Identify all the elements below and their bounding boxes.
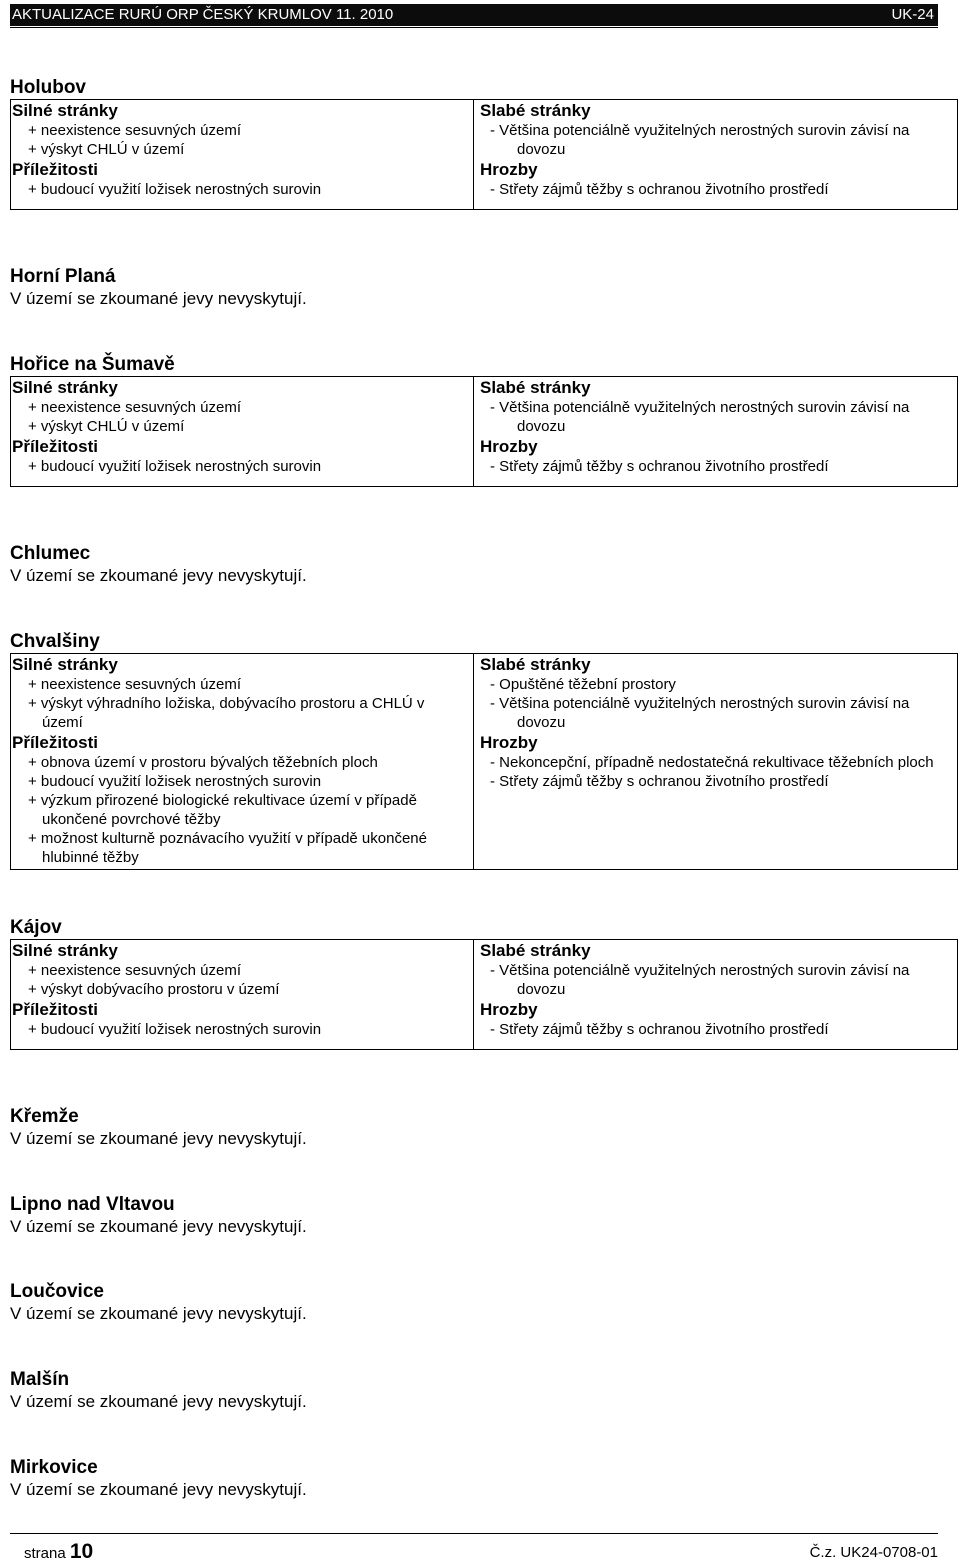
section-chvalsiny	[10, 631, 958, 870]
list-item: + neexistence sesuvných území	[28, 122, 242, 139]
header-title: AKTUALIZACE RURÚ ORP ČESKÝ KRUMLOV 11. 2010	[12, 6, 394, 23]
weaknesses-heading: Slabé stránky	[480, 941, 591, 960]
section-title: Malšín	[10, 1369, 70, 1390]
page-number	[24, 1540, 93, 1564]
swot-table	[10, 939, 958, 1050]
list-item: + neexistence sesuvných území	[28, 676, 242, 693]
list-item: - Většina potenciálně využitelných nerostných surovin závisí na dovozu	[490, 962, 910, 998]
opportunities-heading: Příležitosti	[12, 160, 98, 179]
list-item: + budoucí využití ložisek nerostných surovin	[28, 458, 322, 475]
no-phenomena-note: V území se zkoumané jevy nevyskytují.	[10, 1129, 307, 1148]
section-holubov	[10, 77, 958, 210]
no-phenomena-note: V území se zkoumané jevy nevyskytují.	[10, 1304, 307, 1323]
section-kremze	[10, 1106, 958, 1150]
threats-heading: Hrozby	[480, 1000, 538, 1019]
weaknesses-heading: Slabé stránky	[480, 378, 591, 397]
section-title: Horní Planá	[10, 266, 116, 287]
section-lipno	[10, 1194, 958, 1238]
section-title: Mirkovice	[10, 1457, 98, 1478]
list-item: + výskyt dobývacího prostoru v území	[28, 981, 280, 998]
list-item: - Nekoncepční, případně nedostatečná rekultivace těžebních ploch	[490, 754, 934, 771]
list-item: - Střety zájmů těžby s ochranou životního prostředí	[490, 773, 829, 790]
section-title: Lipno nad Vltavou	[10, 1194, 175, 1215]
page-number-value: 10	[69, 1540, 94, 1563]
section-malsin	[10, 1369, 958, 1413]
section-horni-plana	[10, 266, 958, 310]
page-header	[10, 4, 938, 26]
list-item: + výzkum přirozené biologické rekultivace území v případě ukončené povrchové těžby	[28, 792, 417, 828]
section-title: Křemže	[10, 1106, 79, 1127]
list-item: + obnova území v prostoru bývalých těžebních ploch	[28, 754, 378, 771]
list-item: - Střety zájmů těžby s ochranou životního prostředí	[490, 458, 829, 475]
weaknesses-heading: Slabé stránky	[480, 101, 591, 120]
list-item: + výskyt CHLÚ v území	[28, 141, 185, 158]
opportunities-heading: Příležitosti	[12, 437, 98, 456]
section-loucovice	[10, 1281, 958, 1325]
list-item: + možnost kulturně poznávacího využití v případě ukončené hlubinné těžby	[28, 830, 427, 866]
opportunities-heading: Příležitosti	[12, 733, 98, 752]
swot-table	[10, 376, 958, 487]
footer-rule	[10, 1533, 938, 1534]
list-item: - Opuštěné těžební prostory	[490, 676, 676, 693]
list-item: - Většina potenciálně využitelných nerostných surovin závisí na dovozu	[490, 122, 910, 158]
list-item: - Střety zájmů těžby s ochranou životního prostředí	[490, 181, 829, 198]
list-item: + budoucí využití ložisek nerostných surovin	[28, 773, 322, 790]
section-chlumec	[10, 543, 958, 587]
threats-heading: Hrozby	[480, 733, 538, 752]
threats-heading: Hrozby	[480, 437, 538, 456]
section-title: Kájov	[10, 917, 62, 938]
swot-table	[10, 653, 958, 870]
threats-heading: Hrozby	[480, 160, 538, 179]
no-phenomena-note: V území se zkoumané jevy nevyskytují.	[10, 566, 307, 585]
weaknesses-heading: Slabé stránky	[480, 655, 591, 674]
list-item: + neexistence sesuvných území	[28, 962, 242, 979]
list-item: - Většina potenciálně využitelných nerostných surovin závisí na dovozu	[490, 399, 910, 435]
section-mirkovice	[10, 1457, 958, 1501]
list-item: + budoucí využití ložisek nerostných surovin	[28, 181, 322, 198]
strengths-heading: Silné stránky	[12, 655, 118, 674]
list-item: - Střety zájmů těžby s ochranou životního prostředí	[490, 1021, 829, 1038]
section-title: Holubov	[10, 77, 86, 98]
list-item: + budoucí využití ložisek nerostných surovin	[28, 1021, 322, 1038]
section-kajov	[10, 917, 958, 1050]
no-phenomena-note: V území se zkoumané jevy nevyskytují.	[10, 289, 307, 308]
list-item: + výskyt výhradního ložiska, dobývacího prostoru a CHLÚ v území	[28, 695, 425, 731]
page-word: strana	[24, 1545, 66, 1562]
header-code: UK-24	[891, 6, 934, 23]
list-item: - Většina potenciálně využitelných nerostných surovin závisí na dovozu	[490, 695, 910, 731]
strengths-heading: Silné stránky	[12, 101, 118, 120]
section-title: Chlumec	[10, 543, 91, 564]
header-rule	[10, 27, 938, 28]
opportunities-heading: Příležitosti	[12, 1000, 98, 1019]
no-phenomena-note: V území se zkoumané jevy nevyskytují.	[10, 1217, 307, 1236]
section-horice	[10, 354, 958, 487]
list-item: + výskyt CHLÚ v území	[28, 418, 185, 435]
document-reference: Č.z. UK24-0708-01	[809, 1544, 938, 1561]
no-phenomena-note: V území se zkoumané jevy nevyskytují.	[10, 1392, 307, 1411]
no-phenomena-note: V území se zkoumané jevy nevyskytují.	[10, 1480, 307, 1499]
section-title: Loučovice	[10, 1281, 104, 1302]
section-title: Hořice na Šumavě	[10, 354, 175, 375]
strengths-heading: Silné stránky	[12, 378, 118, 397]
strengths-heading: Silné stránky	[12, 941, 118, 960]
list-item: + neexistence sesuvných území	[28, 399, 242, 416]
swot-table	[10, 99, 958, 210]
section-title: Chvalšiny	[10, 631, 100, 652]
